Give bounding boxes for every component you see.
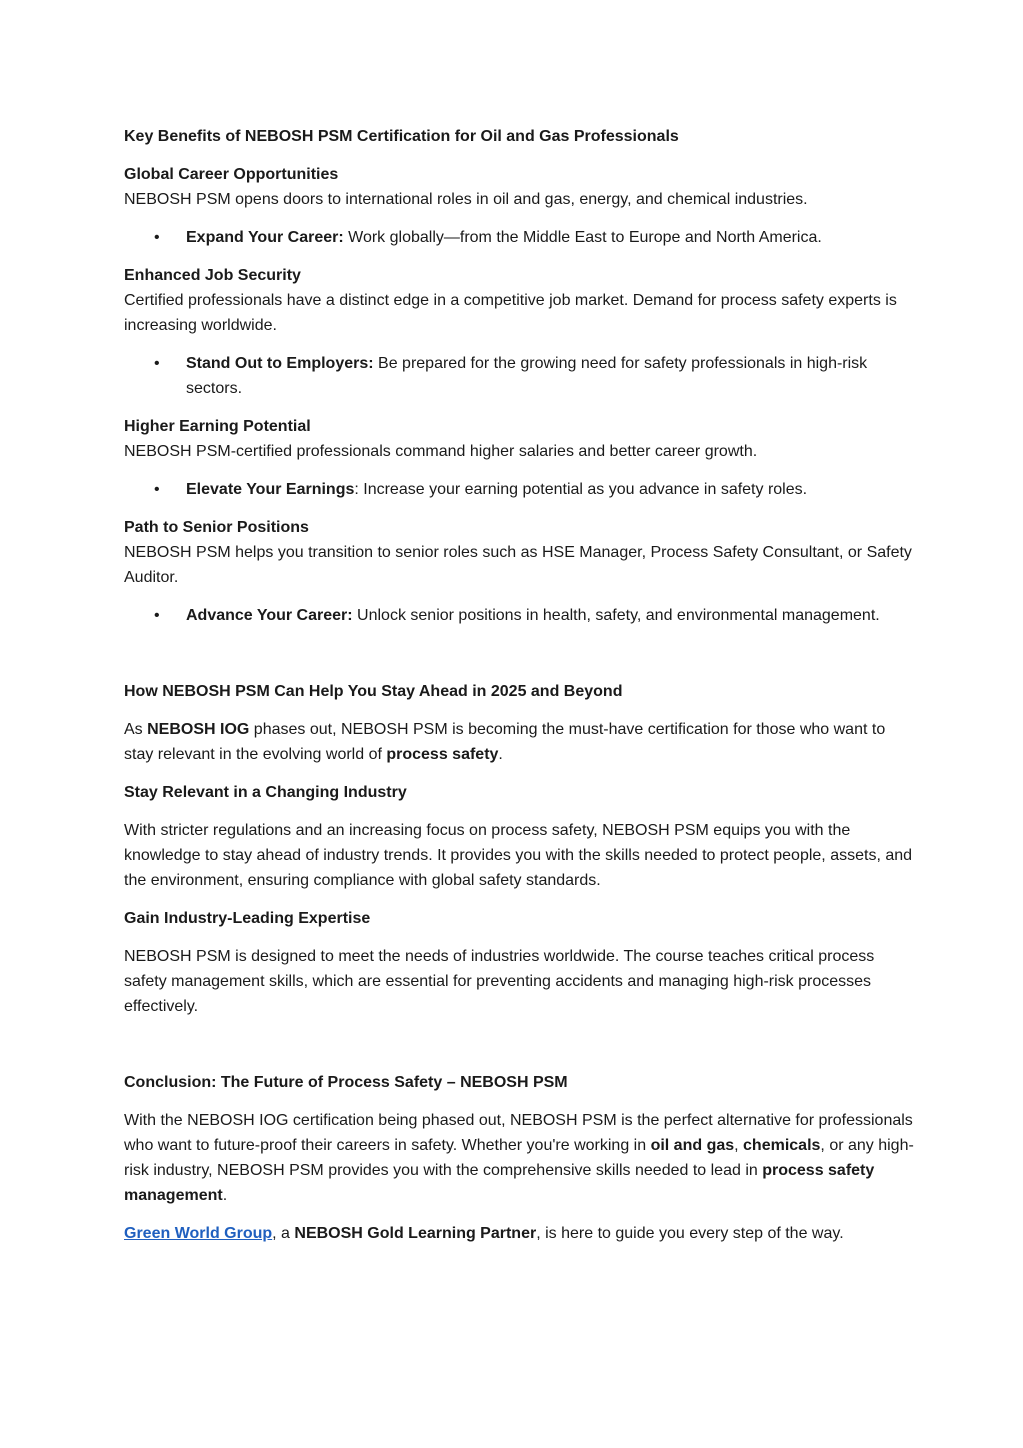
bullet-label: Advance Your Career: — [186, 607, 353, 624]
bold-run: process safety — [386, 746, 499, 763]
text-run: , a — [272, 1225, 295, 1242]
bullet-text: : Increase your earning potential as you advance in safety roles. — [354, 481, 808, 498]
expertise-text: NEBOSH PSM is designed to meet the needs of industries worldwide. The course teaches critical process safety management skills, which are essential for preventing accidents and managing high-risk processes effectively. — [124, 948, 875, 1015]
bullet-label: Expand Your Career: — [186, 229, 344, 246]
benefit-earning-potential — [124, 414, 914, 464]
bullet-label: Elevate Your Earnings — [186, 481, 355, 498]
benefit-job-security — [124, 263, 914, 338]
heading-key-benefits: Key Benefits of NEBOSH PSM Certification for Oil and Gas Professionals — [124, 128, 679, 145]
section-spacer — [124, 1032, 914, 1070]
stay-ahead-intro — [124, 717, 914, 767]
benefit-title: Enhanced Job Security — [124, 267, 301, 284]
text-run: , — [734, 1137, 744, 1154]
bold-run: NEBOSH Gold Learning Partner — [294, 1225, 537, 1242]
text-run: . — [222, 1187, 228, 1204]
document-page — [124, 124, 914, 1259]
subheading-stay-relevant: Stay Relevant in a Changing Industry — [124, 784, 407, 801]
subheading-expertise: Gain Industry-Leading Expertise — [124, 910, 371, 927]
list-item — [124, 225, 914, 250]
text-run: , or any high-risk industry, NEBOSH PSM provides you with the comprehensive skills needed to lead in — [124, 1137, 914, 1179]
conclusion-text — [124, 1108, 914, 1208]
benefit-text: Certified professionals have a distinct edge in a competitive job market. Demand for process safety experts is increasing worldwide. — [124, 292, 897, 334]
text-run: , is here to guide you every step of the way. — [536, 1225, 844, 1242]
bullet-text: Work globally—from the Middle East to Europe and North America. — [343, 229, 822, 246]
bold-run: process safety management — [124, 1162, 875, 1204]
benefit-title: Path to Senior Positions — [124, 519, 309, 536]
text-run: As — [124, 721, 148, 738]
benefit-bullet-list — [124, 477, 914, 502]
benefit-bullet-list — [124, 225, 914, 250]
benefit-bullet-list — [124, 603, 914, 628]
benefit-text: NEBOSH PSM-certified professionals command higher salaries and better career growth. — [124, 443, 758, 460]
benefit-senior-positions — [124, 515, 914, 590]
benefit-bullet-list — [124, 351, 914, 401]
benefit-title: Higher Earning Potential — [124, 418, 311, 435]
closing-text — [124, 1221, 914, 1246]
bold-run: oil and gas — [650, 1137, 735, 1154]
bullet-text: Be prepared for the growing need for safety professionals in high-risk sectors. — [186, 355, 868, 397]
bold-run: chemicals — [743, 1137, 821, 1154]
text-run: . — [498, 746, 503, 763]
text-run: phases out, NEBOSH PSM is becoming the must-have certification for those who want to stay relevant in the evolving world of — [124, 721, 886, 763]
benefit-text: NEBOSH PSM opens doors to international roles in oil and gas, energy, and chemical industries. — [124, 191, 808, 208]
section-spacer — [124, 641, 914, 679]
heading-conclusion: Conclusion: The Future of Process Safety – NEBOSH PSM — [124, 1074, 568, 1091]
text-run: With the NEBOSH IOG certification being phased out, NEBOSH PSM is the perfect alternative for professionals who want to future-proof their careers in safety. Whether you're working in — [124, 1112, 913, 1154]
heading-stay-ahead: How NEBOSH PSM Can Help You Stay Ahead in 2025 and Beyond — [124, 683, 623, 700]
bold-run: NEBOSH IOG — [147, 721, 250, 738]
benefit-text: NEBOSH PSM helps you transition to senior roles such as HSE Manager, Process Safety Consultant, or Safety Auditor. — [124, 544, 912, 586]
benefit-title: Global Career Opportunities — [124, 166, 339, 183]
bullet-text: Unlock senior positions in health, safety, and environmental management. — [352, 607, 880, 624]
stay-relevant-text: With stricter regulations and an increasing focus on process safety, NEBOSH PSM equips you with the knowledge to stay ahead of industry trends. It provides you with the skills needed to protect people, assets, and the environment, ensuring compliance with global safety standards. — [124, 822, 913, 889]
list-item — [124, 603, 914, 628]
list-item — [124, 351, 914, 401]
list-item — [124, 477, 914, 502]
bullet-label: Stand Out to Employers: — [186, 355, 374, 372]
green-world-group-link[interactable]: Green World Group — [124, 1225, 273, 1242]
benefit-global-career — [124, 162, 914, 212]
